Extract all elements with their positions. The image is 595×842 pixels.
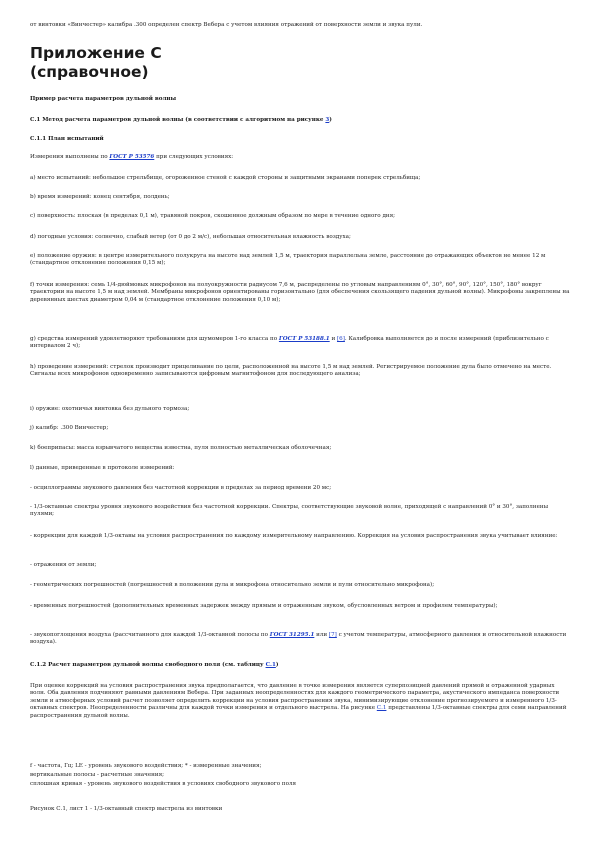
measure-intro-a: Измерения выполнены по — [30, 154, 110, 160]
figure-c1-link[interactable]: С.1 — [376, 705, 387, 712]
item-f: f) точки измерения: семь 1/4-дюймовых микрофонов на полуокружности радиусом 7,6 м, распределены по угловым направлениям 0°, 30°, 60°, 90°, 120°, 150°, 180° вокруг траектории на высоте 1,5 м над землей. Мембраны микрофонов ориентированы горизонтально (для обеспечения скользящего падения дульной волны). Микрофоны закреплены на деревянных шестах диаметром 0,04 м (стандартное отклонение положения 0,10 м); — [30, 282, 570, 303]
dash7-a: - звукопоглощения воздуха (рассчитанного для каждой 1/3-октавной полосы по — [30, 632, 270, 638]
propagation-paragraph — [30, 683, 570, 720]
item-g-b: . Калибровка выполняется до и после измерений (приблизительно с интервалом 2 ч); — [30, 336, 549, 350]
item-g — [30, 336, 570, 351]
ref-6-link[interactable]: [6] — [336, 336, 345, 342]
gost-53188-link[interactable]: ГОСТ Р 53188.1 — [278, 336, 330, 342]
dash-spectra: - 1/3-октавные спектры уровня звукового воздействия без частотной коррекции. Спектры, соответствующие звуковой волне, приходящей с направлений 0° и 30°, заполнены пулями; — [30, 504, 549, 518]
para-b: представлены 1/3-октавные спектры для семи направлений распространения дульной волны. — [30, 705, 567, 719]
item-l: l) данные, приведенные в протоколе измерений: — [30, 465, 175, 471]
item-i: i) оружие: охотничья винтовка без дульного тормоза; — [30, 406, 190, 412]
appendix-subtitle: (справочное) — [30, 63, 149, 81]
item-e: е) положение оружия: в центре измерительного полукруга на высоте над землей 1,5 м, траектория параллельна земле, расстояние до отражающих объектов не менее 12 м (стандартное отклонение положения 0,15 м); — [30, 253, 546, 267]
top-paragraph: от винтовки «Винчестер» калибра .300 определен спектр Вебера с учетом влияния отражений от поверхности земли и звука пули. — [30, 22, 423, 28]
measure-intro-b: при следующих условиях: — [154, 154, 234, 160]
legend-line-1: f - частота, Гц; LE - уровень звукового воздействия; * - измеренные значения; — [30, 763, 262, 769]
legend-line-3: сплошная кривая - уровень звукового воздействия в условиях свободного звукового поля — [30, 781, 297, 787]
dash7-b: с учетом температуры, атмосферного давления и относительной влажности воздуха). — [30, 632, 567, 646]
item-b: b) время измерений: конец сентября, полдень; — [30, 194, 170, 200]
item-j: j) калибр: .300 Винчестер; — [30, 425, 109, 431]
dash7-mid: или — [314, 632, 329, 638]
figure-3-link[interactable]: 3 — [325, 117, 330, 123]
measure-intro — [30, 154, 570, 161]
figure-caption: Рисунок С.1, лист 1 - 1/3-октавный спектр выстрела из винтовки — [30, 806, 223, 812]
gost-53576-link[interactable]: ГОСТ Р 53576 — [109, 154, 155, 160]
section-c1-text-a: С.1 Метод расчета параметров дульной волны (в соответствии с алгоритмом на рисунке — [30, 117, 326, 123]
section-c12-heading — [30, 662, 570, 669]
item-g-a: g) средства измерений удовлетворяют требованиям для шумомеров 1-го класса по — [30, 336, 279, 342]
legend-line-2: вертикальные полосы - расчетные значения; — [30, 772, 165, 778]
item-k: k) боеприпасы: масса взрывчатого вещества известна, пуля полностью металлическая оболочечная; — [30, 445, 332, 451]
dash-oscillograms: - осциллограммы звукового давления без частотной коррекции в пределах за период времени 20 мс; — [30, 485, 332, 491]
item-h: h) проведение измерений: стрелок производит прицеливание по цели, расположенной на высоте 1,5 м над землей. Регистрируемое положение дула было отмечено на месте. Сигналы всех микрофонов одновременно записываются цифровым магнитофоном для последующего анализа; — [30, 364, 552, 378]
dash-ground-reflection: - отражения от земли; — [30, 562, 97, 568]
section-c1-heading — [30, 117, 570, 124]
item-g-mid: и — [329, 336, 337, 342]
appendix-title: Приложение С — [30, 44, 162, 62]
section-c1-text-b: ) — [329, 117, 332, 123]
c12-heading-a: С.1.2 Расчет параметров дульной волны свободного поля (см. таблицу — [30, 662, 266, 668]
para-a: При оценке коррекций на условия распространения звука предполагается, что давление в точке измерения является суперпозицией давлений прямой и отраженной ударных волн. Оба давления подчиняют равными давлениям Вебера. При заданных неопределенностях для каждого геометрического параметра, акустического импеданса поверхности земли и атмосферных условий расчет позволяет определить коррекции на условия распространения звука, минимизирующие отклонение прогнозируемого и измеренного 1/3-октавных спектров. Неопределенности различны для каждой точки измерения и отдельного выстрела. На рисунке — [30, 683, 560, 712]
section-c11-heading: С.1.1 План испытаний — [30, 136, 104, 142]
ref-7-link[interactable]: [7] — [328, 632, 337, 638]
c12-heading-b: ) — [275, 662, 279, 668]
example-heading: Пример расчета параметров дульной волны — [30, 96, 177, 102]
dash-geometric-errors: - геометрических погрешностей (погрешностей в положении дула и микрофона относительно земли и пули относительно микрофона); — [30, 582, 435, 588]
dash-corrections: - коррекции для каждой 1/3-октавы на условия распространения по каждому измерительному направлению. Коррекция на условия распространения звука учитывает влияние: — [30, 533, 558, 539]
item-c: с) поверхность: плоская (в пределах 0,1 м), травяной покров, скошенное должным образом по мере в течение одного дня; — [30, 213, 396, 219]
item-a: а) место испытаний: небольшое стрельбище, огороженное стеной с каждой стороны и защитными экранами поперек стрельбища; — [30, 175, 421, 181]
table-c1-link[interactable]: С.1 — [265, 662, 276, 668]
gost-31295-link[interactable]: ГОСТ 31295.1 — [269, 632, 315, 638]
dash-air-absorption — [30, 632, 570, 647]
dash-time-errors: - временных погрешностей (дополнительных временных задержек между прямым и отраженным звуком, обусловленных ветром и профилем температуры); — [30, 603, 498, 609]
item-d: d) погодные условия: солнечно, слабый ветер (от 0 до 2 м/с), небольшая относительная влажность воздуха; — [30, 234, 351, 240]
